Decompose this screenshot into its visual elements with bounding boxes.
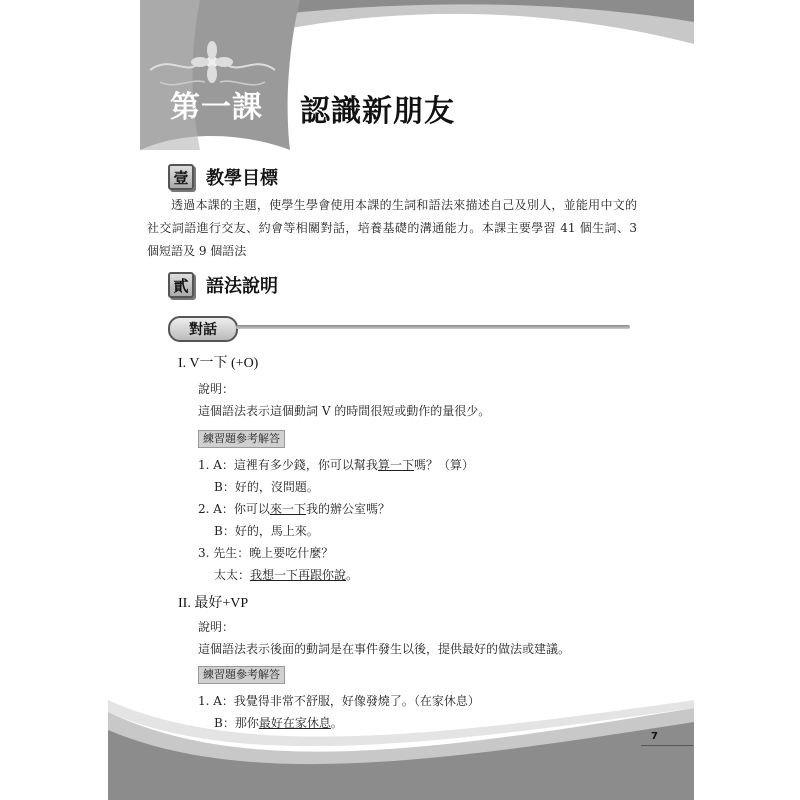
answer-text: 我想一下再跟你說 [250, 568, 347, 582]
page-number: 7 [651, 731, 658, 742]
practice-tag: 練習題參考解答 [198, 666, 285, 684]
grammar-heading: II. 最好+VP [178, 596, 249, 611]
line-text: 。 [330, 716, 343, 730]
line-text: 嗎？（算） [413, 458, 474, 472]
dialog-divider [236, 325, 630, 329]
practice-line: B：好的，馬上來。 [214, 524, 319, 538]
practice-line [214, 714, 343, 731]
practice-tag: 練習題參考解答 [198, 430, 285, 448]
explain-label: 說明： [198, 620, 235, 634]
section-title: 語法說明 [206, 276, 278, 297]
practice-line [214, 566, 358, 583]
explain-text: 這個語法表示這個動詞 V 的時間很短或動作的量很少。 [198, 404, 491, 418]
grammar-heading: I. V一下 (+O) [178, 356, 259, 371]
objectives-text: 透過本課的主題，使學生學會使用本課的生詞和語法來描述自己及別人，並能用中文的社交詞語進行交友、約會等相關對話，培養基礎的溝通能力。本課主要學習 41 個生詞、3 個短語及 9 個語法 [147, 198, 637, 258]
lesson-title: 認識新朋友 [300, 94, 455, 129]
line-text: B：那你 [214, 716, 259, 730]
section-title: 教學目標 [206, 168, 278, 189]
explain-label: 說明： [198, 382, 235, 396]
lesson-number: 第一課 [170, 90, 263, 125]
section-objectives-heading [168, 164, 278, 190]
explain-text: 這個語法表示後面的動詞是在事件發生以後，提供最好的做法或建議。 [198, 642, 571, 656]
practice-line: 3. 先生：晚上要吃什麼？ [198, 546, 334, 560]
line-text: 2. A：你可以 [198, 502, 270, 516]
line-text: 太太： [214, 568, 251, 582]
objectives-paragraph [147, 194, 637, 263]
page-number-rule [641, 745, 693, 746]
answer-text: 來一下 [269, 502, 306, 516]
section-badge: 壹 [168, 164, 194, 190]
line-text: 1. A：這裡有多少錢，你可以幫我 [198, 458, 378, 472]
section-badge: 貳 [168, 272, 194, 298]
practice-line [198, 500, 390, 517]
answer-text: 最好在家休息 [258, 716, 331, 730]
section-grammar-heading [168, 272, 278, 298]
line-text: 我的辦公室嗎？ [305, 502, 390, 516]
dialog-label: 對話 [168, 316, 238, 342]
answer-text: 算一下 [377, 458, 414, 472]
line-text: 。 [346, 568, 359, 582]
practice-line: 1. A：我覺得非常不舒服，好像發燒了。（在家休息） [198, 694, 480, 708]
practice-line [198, 456, 474, 473]
practice-line: B：好的，沒問題。 [214, 480, 319, 494]
